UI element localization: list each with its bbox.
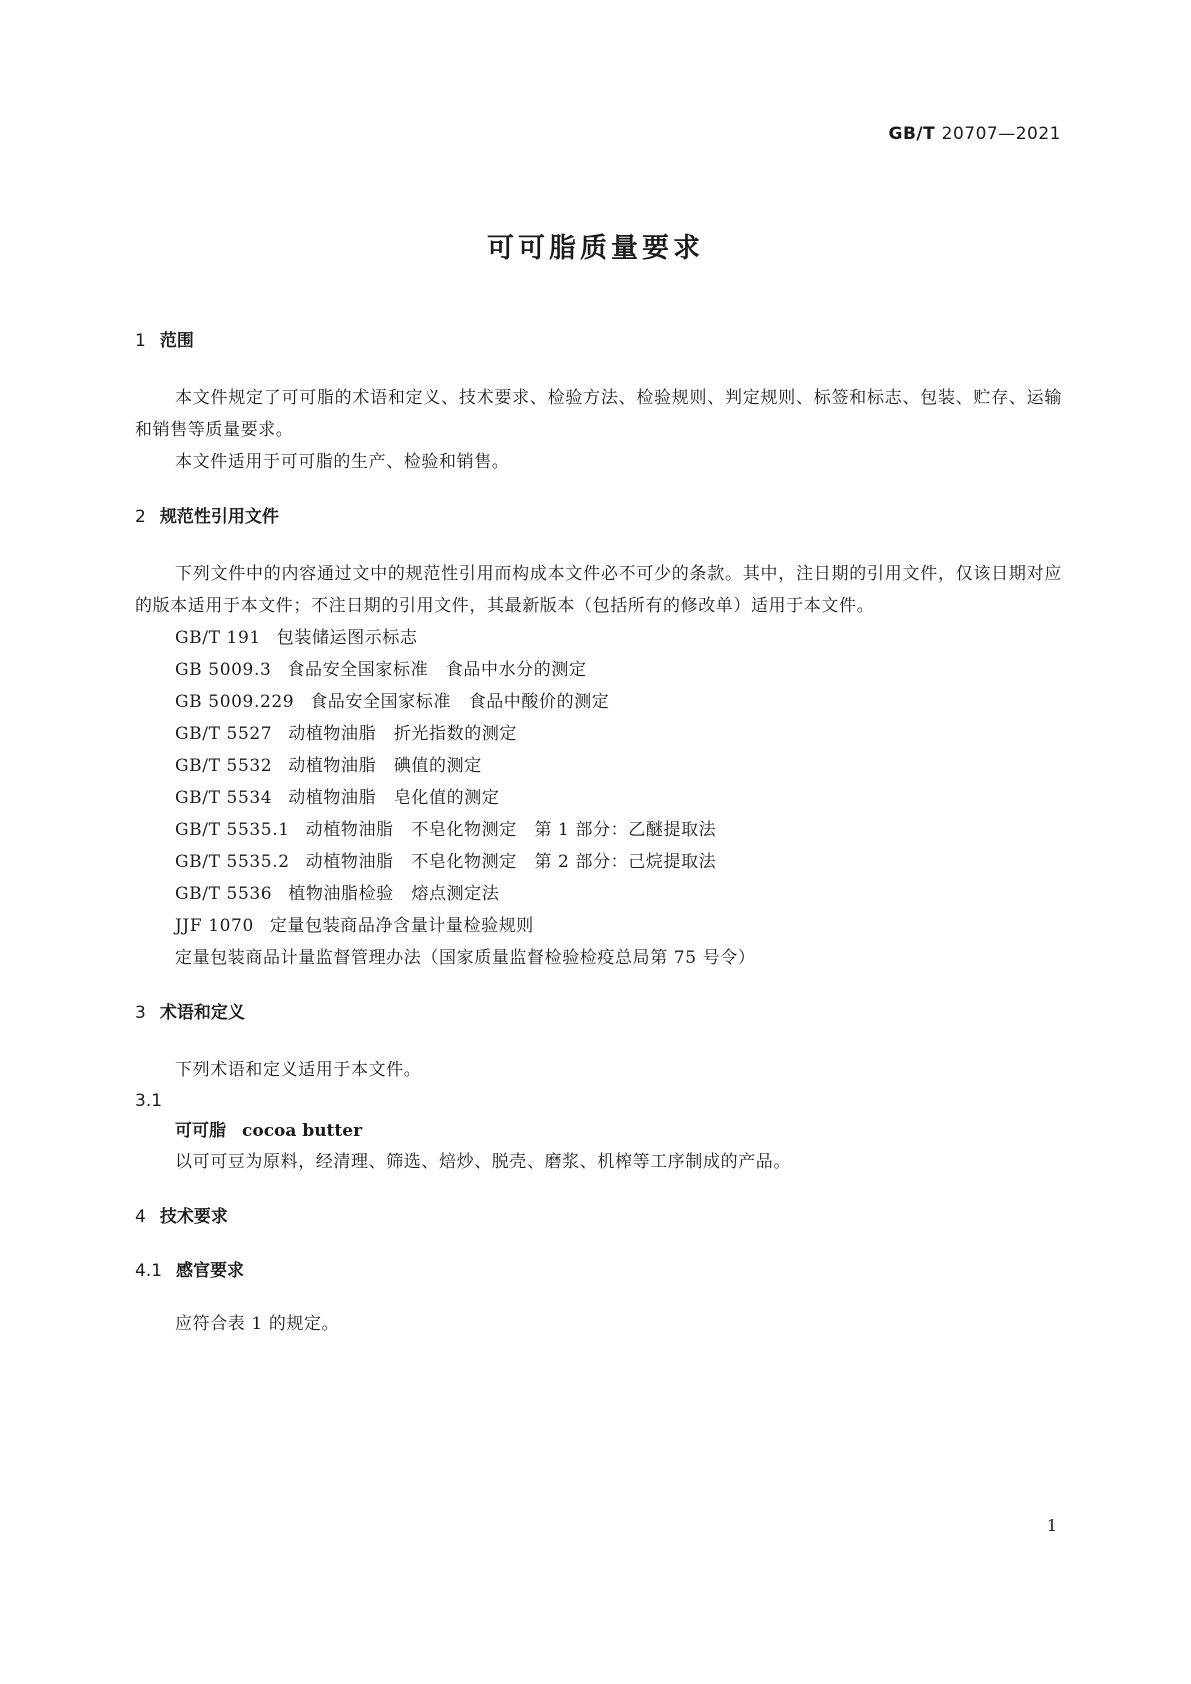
term-name-zh: 可可脂 (175, 1121, 226, 1141)
reference-item: GB/T 5534 动植物油脂 皂化值的测定 (175, 788, 500, 808)
document-title: 可可脂质量要求 (487, 233, 704, 264)
terms-intro: 下列术语和定义适用于本文件。 (175, 1060, 422, 1080)
scope-paragraph-1: 本文件规定了可可脂的术语和定义、技术要求、检验方法、检验规则、判定规则、标签和标志、包装、贮存、运输和销售等质量要求。 (135, 388, 1062, 440)
section-2-heading (135, 502, 1062, 532)
section-4-heading (135, 1202, 1062, 1232)
sensory-requirement-text: 应符合表 1 的规定。 (175, 1314, 340, 1334)
term-number: 3.1 (135, 1091, 163, 1111)
document-body (135, 326, 1062, 1340)
reference-list (135, 622, 1062, 974)
subsection-4-1-heading (135, 1256, 1062, 1286)
section-title: 范围 (159, 331, 194, 351)
scope-paragraph-2: 本文件适用于可可脂的生产、检验和销售。 (175, 452, 510, 472)
reference-item: JJF 1070 定量包装商品净含量计量检验规则 (175, 916, 534, 936)
page-number: 1 (1046, 1516, 1057, 1535)
section-title: 术语和定义 (159, 1003, 245, 1023)
reference-item: GB/T 5535.2 动植物油脂 不皂化物测定 第 2 部分：己烷提取法 (175, 852, 717, 872)
standard-code (889, 124, 1061, 144)
subsection-title: 感官要求 (176, 1261, 245, 1281)
term-definition: 以可可豆为原料，经清理、筛选、焙炒、脱壳、磨浆、机榨等工序制成的产品。 (175, 1152, 791, 1172)
reference-item: GB/T 5527 动植物油脂 折光指数的测定 (175, 724, 518, 744)
term-name-en: cocoa butter (242, 1121, 363, 1141)
reference-item: GB 5009.3 食品安全国家标准 食品中水分的测定 (175, 660, 587, 680)
section-title: 技术要求 (159, 1207, 228, 1227)
section-number: 2 (135, 507, 146, 527)
section-number: 3 (135, 1003, 146, 1023)
section-3-heading (135, 998, 1062, 1028)
reference-item: GB 5009.229 食品安全国家标准 食品中酸价的测定 (175, 692, 610, 712)
standard-code-prefix: GB/T (888, 124, 936, 144)
normative-references-intro: 下列文件中的内容通过文中的规范性引用而构成本文件必不可少的条款。其中，注日期的引用文件，仅该日期对应的版本适用于本文件；不注日期的引用文件，其最新版本（包括所有的修改单）适用于本文件。 (135, 564, 1062, 616)
section-number: 4 (135, 1207, 146, 1227)
reference-item: GB/T 5536 植物油脂检验 熔点测定法 (175, 884, 500, 904)
reference-item: GB/T 5532 动植物油脂 碘值的测定 (175, 756, 482, 776)
section-1-heading (135, 326, 1062, 356)
reference-item: GB/T 191 包装储运图示标志 (175, 628, 418, 648)
reference-item-regulation: 定量包装商品计量监督管理办法（国家质量监督检验检疫总局第 75 号令） (175, 948, 756, 968)
standard-code-number: 20707—2021 (941, 124, 1061, 144)
reference-item: GB/T 5535.1 动植物油脂 不皂化物测定 第 1 部分：乙醚提取法 (175, 820, 717, 840)
section-title: 规范性引用文件 (159, 507, 279, 527)
term-name (135, 1116, 1062, 1146)
section-number: 1 (135, 331, 146, 351)
subsection-number: 4.1 (135, 1261, 163, 1281)
